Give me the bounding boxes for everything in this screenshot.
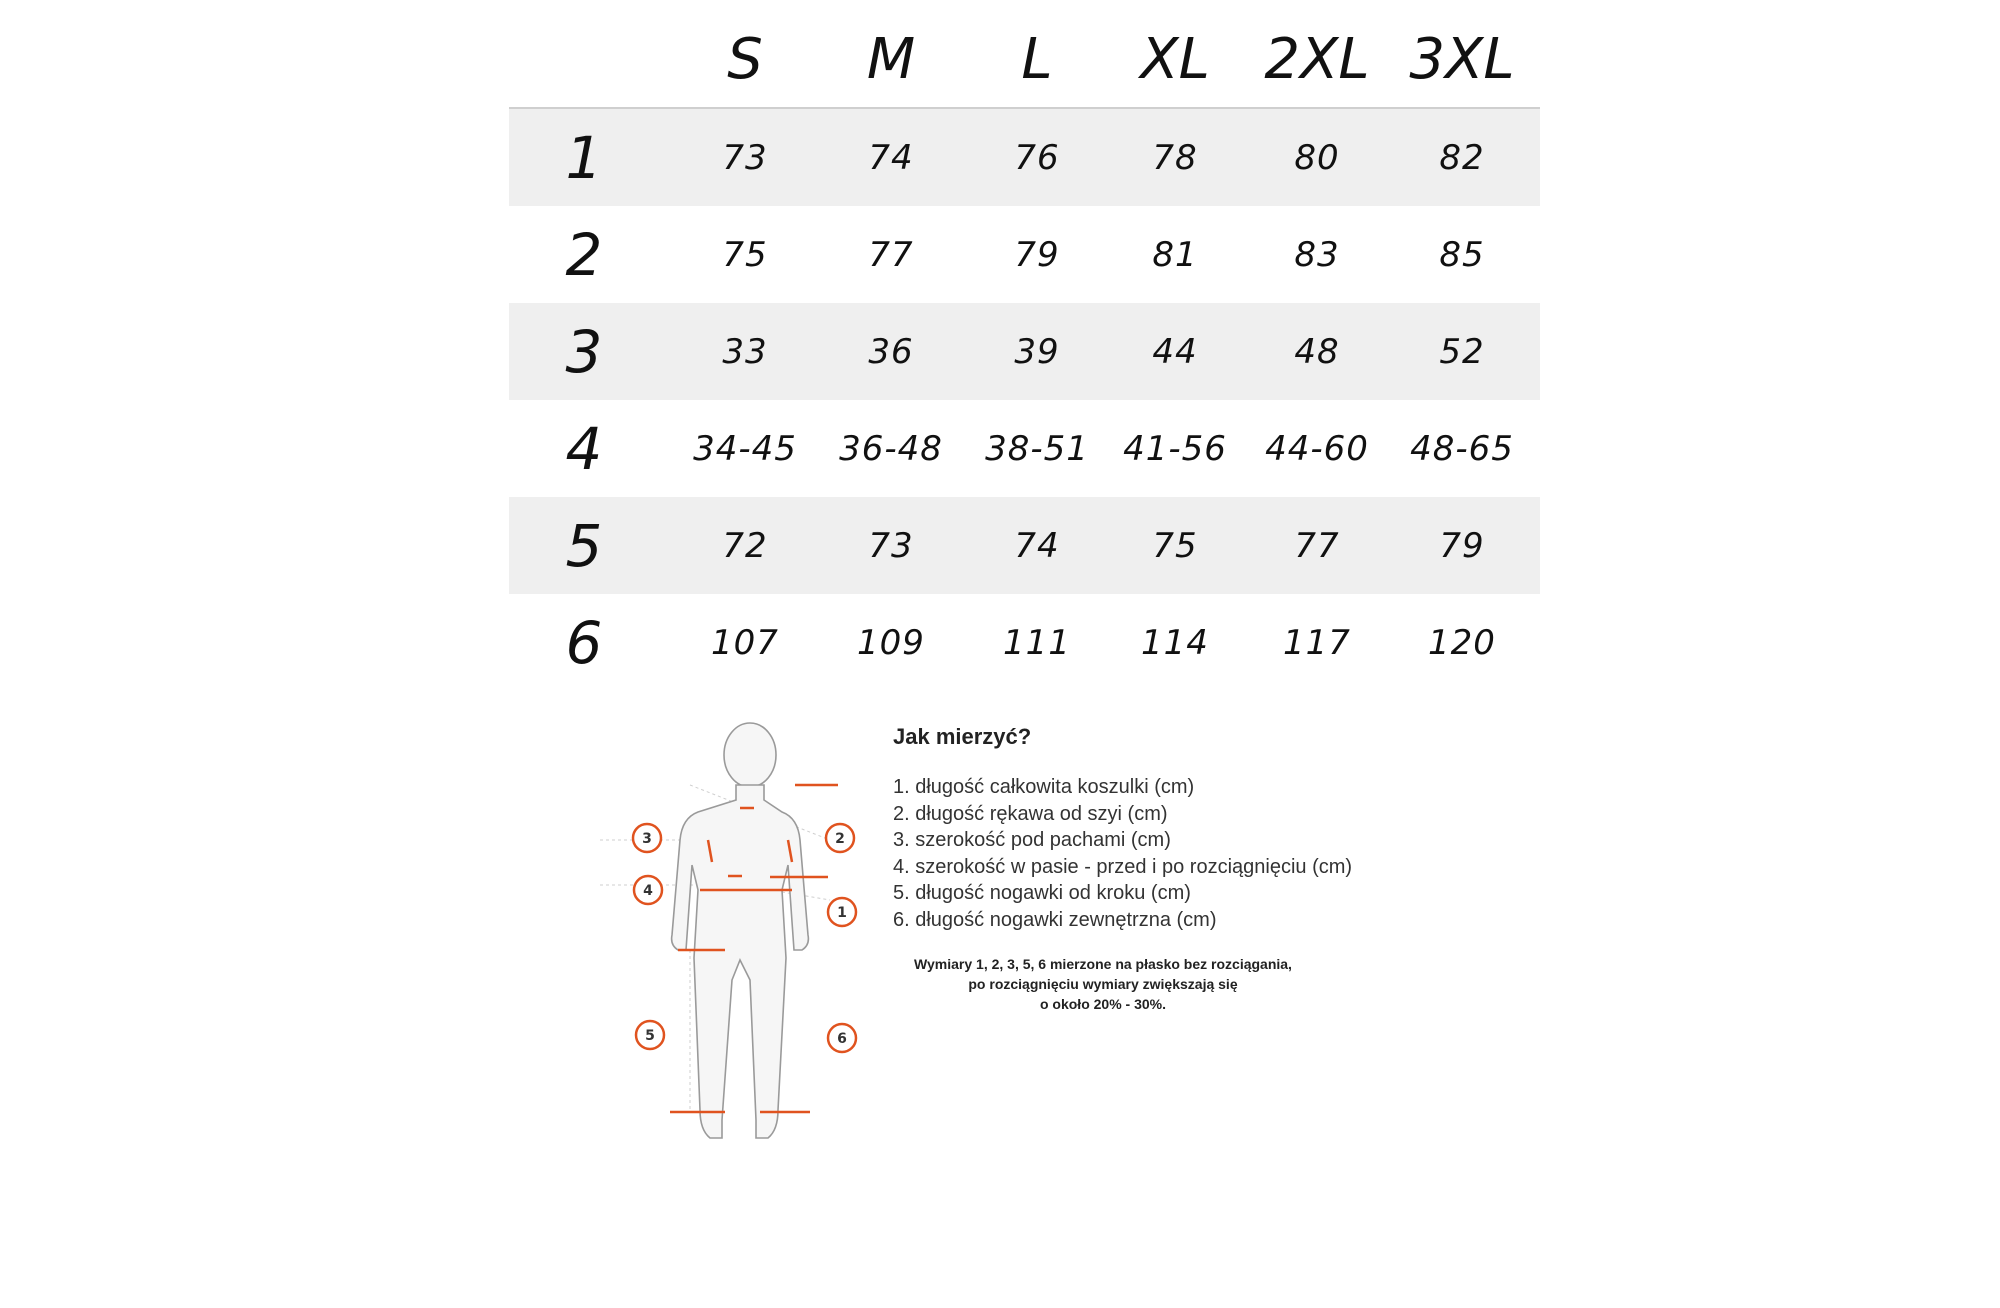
table-cell: 85 — [1439, 234, 1485, 275]
table-cell: 77 — [1294, 525, 1340, 566]
table-cell: 77 — [868, 234, 914, 275]
marker-5: 5 — [645, 1028, 655, 1044]
size-header-xl: XL — [1140, 27, 1210, 92]
table-cell: 120 — [1428, 622, 1496, 663]
row-label: 2 — [565, 220, 603, 289]
table-cell: 74 — [868, 137, 914, 178]
table-cell: 78 — [1152, 137, 1198, 178]
row-label: 1 — [565, 123, 603, 192]
marker-1: 1 — [837, 905, 847, 921]
table-row — [509, 206, 1540, 303]
measurement-guide — [560, 690, 1460, 1190]
guide-item-4: 4. szerokość w pasie - przed i po rozciągnięciu (cm) — [893, 855, 1353, 878]
table-cell: 109 — [857, 622, 925, 663]
size-header-row — [509, 0, 1540, 109]
guide-item-6: 6. długość nogawki zewnętrzna (cm) — [893, 908, 1217, 931]
table-cell: 117 — [1283, 622, 1351, 663]
size-header-l: L — [1021, 27, 1053, 92]
row-label: 3 — [565, 317, 603, 386]
size-header-3xl: 3XL — [1409, 27, 1515, 92]
row-label: 6 — [565, 608, 603, 677]
body-figure-illustration — [560, 690, 890, 1190]
guide-item-2: 2. długość rękawa od szyi (cm) — [893, 802, 1168, 825]
table-cell: 75 — [1152, 525, 1198, 566]
table-row — [509, 109, 1540, 206]
table-cell: 73 — [722, 137, 768, 178]
guide-note-line: o około 20% - 30%. — [1039, 996, 1167, 1012]
table-row — [509, 400, 1540, 497]
guide-note-line: po rozciągnięciu wymiary zwiększają się — [968, 976, 1238, 992]
table-cell: 52 — [1439, 331, 1485, 372]
guide-note-line: Wymiary 1, 2, 3, 5, 6 mierzone na płasko bez rozciągania, — [914, 956, 1292, 972]
size-header-s: S — [727, 27, 763, 92]
table-cell: 33 — [722, 331, 768, 372]
table-cell: 72 — [722, 525, 768, 566]
table-cell: 36-48 — [839, 428, 943, 469]
size-chart-table — [509, 0, 1540, 691]
guide-item-5: 5. długość nogawki od kroku (cm) — [893, 882, 1191, 904]
table-cell: 80 — [1294, 137, 1340, 178]
guide-note — [893, 954, 1313, 1014]
table-cell: 114 — [1141, 622, 1209, 663]
marker-6: 6 — [837, 1031, 847, 1047]
table-cell: 81 — [1152, 234, 1198, 275]
row-label: 4 — [565, 414, 603, 483]
table-cell: 107 — [711, 622, 779, 663]
table-cell: 39 — [1014, 331, 1060, 372]
guide-item-1: 1. długość całkowita koszulki (cm) — [893, 776, 1195, 798]
table-row — [509, 594, 1540, 691]
marker-3: 3 — [642, 831, 652, 847]
table-cell: 73 — [868, 525, 914, 566]
table-cell: 76 — [1014, 137, 1060, 178]
guide-title: Jak mierzyć? — [893, 724, 1032, 749]
table-cell: 74 — [1014, 525, 1060, 566]
table-cell: 36 — [868, 331, 914, 372]
size-header-2xl: 2XL — [1264, 27, 1370, 92]
marker-4: 4 — [643, 883, 653, 899]
table-cell: 48-65 — [1410, 428, 1514, 469]
table-cell: 34-45 — [693, 428, 797, 469]
table-cell: 79 — [1439, 525, 1485, 566]
table-cell: 83 — [1294, 234, 1340, 275]
size-header-m: M — [866, 27, 916, 92]
table-cell: 44 — [1152, 331, 1198, 372]
marker-2: 2 — [835, 831, 845, 847]
table-cell: 38-51 — [985, 428, 1089, 469]
table-cell: 82 — [1439, 137, 1485, 178]
guide-item-3: 3. szerokość pod pachami (cm) — [893, 829, 1171, 851]
table-cell: 75 — [722, 234, 768, 275]
table-cell: 79 — [1014, 234, 1060, 275]
table-cell: 111 — [1003, 622, 1071, 663]
table-cell: 48 — [1294, 331, 1340, 372]
table-cell: 41-56 — [1123, 428, 1227, 469]
guide-list — [893, 774, 1352, 933]
table-row — [509, 497, 1540, 594]
table-row — [509, 303, 1540, 400]
table-cell: 44-60 — [1265, 428, 1369, 469]
row-label: 5 — [565, 511, 603, 580]
